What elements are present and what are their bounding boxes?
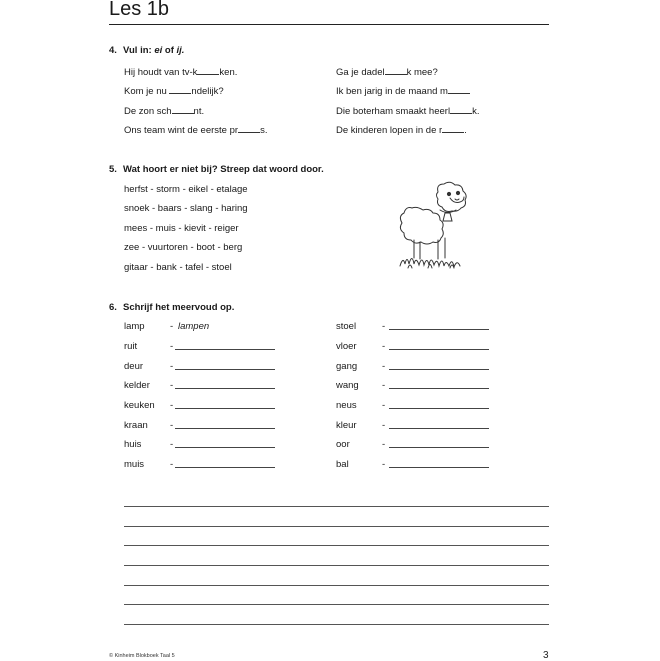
word-row[interactable]: mees - muis - kievit - reiger <box>124 223 239 234</box>
writing-line[interactable] <box>124 526 549 527</box>
word-row[interactable]: herfst - storm - eikel - etalage <box>124 184 248 195</box>
singular-word: kleur <box>336 420 357 431</box>
fill-blank[interactable] <box>197 66 219 75</box>
sheep-illustration <box>398 178 478 273</box>
answer-line[interactable] <box>175 349 275 350</box>
sentence-end: nt. <box>193 106 205 117</box>
sentence-start: Kom je nu <box>124 86 170 97</box>
fill-blank[interactable] <box>385 66 407 75</box>
answer-line[interactable] <box>389 388 489 389</box>
option-b: ij. <box>176 45 185 56</box>
singular-word: ruit <box>124 341 138 352</box>
singular-word: keuken <box>124 400 155 411</box>
sentence-end: ndelijk? <box>191 86 224 97</box>
question-6-heading <box>109 302 234 313</box>
sentence-end: k mee? <box>406 67 438 78</box>
fill-sentence <box>124 66 237 78</box>
question-number: 6. <box>109 302 117 313</box>
option-a: ei <box>154 45 163 56</box>
fill-blank[interactable] <box>442 124 464 133</box>
sentence-start: Die boterham smaakt heerl <box>336 106 451 117</box>
question-prefix: Vul in: <box>123 45 155 56</box>
sentence-start: De zon sch <box>124 106 172 117</box>
dash: - <box>382 400 386 411</box>
fill-blank[interactable] <box>450 105 472 114</box>
singular-word: deur <box>124 361 144 372</box>
answer-line[interactable] <box>175 369 275 370</box>
page-title: Les 1b <box>109 0 170 20</box>
singular-word: huis <box>124 439 142 450</box>
writing-line[interactable] <box>124 565 549 566</box>
singular-word: stoel <box>336 321 357 332</box>
sentence-end: k. <box>472 106 480 117</box>
singular-word: gang <box>336 361 358 372</box>
singular-word: oor <box>336 439 350 450</box>
dash: - <box>382 341 386 352</box>
answer-line[interactable] <box>389 447 489 448</box>
singular-word: muis <box>124 459 145 470</box>
sentence-end: s. <box>260 125 268 136</box>
singular-word: kraan <box>124 420 148 431</box>
answer-line[interactable] <box>175 467 275 468</box>
sentence-start: Hij houdt van tv-k <box>124 67 198 78</box>
sentence-start: Ik ben jarig in de maand m <box>336 86 448 97</box>
answer-line[interactable] <box>175 447 275 448</box>
dash: - <box>382 439 386 450</box>
dash: - <box>170 439 174 450</box>
fill-sentence <box>336 85 470 97</box>
dash: - <box>170 380 174 391</box>
writing-line[interactable] <box>124 545 549 546</box>
dash: - <box>170 341 174 352</box>
fill-blank[interactable] <box>238 124 260 133</box>
fill-sentence <box>336 124 467 136</box>
dash: - <box>170 321 174 332</box>
dash: - <box>382 321 386 332</box>
fill-blank[interactable] <box>448 85 470 94</box>
answer-line[interactable] <box>389 467 489 468</box>
fill-sentence <box>336 105 479 117</box>
sentence-start: Ons team wint de eerste pr <box>124 125 239 136</box>
dash: - <box>170 459 174 470</box>
dash: - <box>170 420 174 431</box>
question-4-heading <box>109 45 184 56</box>
writing-line[interactable] <box>124 506 549 507</box>
dash: - <box>170 361 174 372</box>
question-heading: Wat hoort er niet bij? Streep dat woord door. <box>123 164 324 175</box>
singular-word: bal <box>336 459 349 470</box>
sentence-start: Ga je dadel <box>336 67 385 78</box>
sentence-start: De kinderen lopen in de r <box>336 125 443 136</box>
writing-line[interactable] <box>124 585 549 586</box>
answer-line[interactable] <box>389 428 489 429</box>
question-number: 5. <box>109 164 117 175</box>
singular-word: kelder <box>124 380 150 391</box>
singular-word: vloer <box>336 341 357 352</box>
copyright-notice: © Kinheim Blokboek Taal 5 <box>109 653 175 659</box>
word-row[interactable]: zee - vuurtoren - boot - berg <box>124 242 243 253</box>
fill-sentence <box>124 105 204 117</box>
title-rule <box>109 24 549 25</box>
example-answer: lampen <box>178 321 210 332</box>
dash: - <box>382 380 386 391</box>
option-joiner: of <box>162 45 177 56</box>
fill-sentence <box>124 124 267 136</box>
singular-word: neus <box>336 400 357 411</box>
answer-line[interactable] <box>175 408 275 409</box>
answer-line[interactable] <box>175 388 275 389</box>
answer-line[interactable] <box>175 428 275 429</box>
sentence-end: ken. <box>219 67 238 78</box>
fill-sentence <box>124 85 224 97</box>
question-number: 4. <box>109 45 117 56</box>
page-number: 3 <box>543 650 549 661</box>
answer-line[interactable] <box>389 349 489 350</box>
answer-line[interactable] <box>389 369 489 370</box>
question-heading: Schrijf het meervoud op. <box>123 302 235 313</box>
answer-line[interactable] <box>389 329 489 330</box>
answer-line[interactable] <box>389 408 489 409</box>
dash: - <box>382 420 386 431</box>
dash: - <box>382 459 386 470</box>
writing-line[interactable] <box>124 604 549 605</box>
dash: - <box>170 400 174 411</box>
word-row[interactable]: gitaar - bank - tafel - stoel <box>124 262 232 273</box>
fill-sentence <box>336 66 438 78</box>
question-5-heading <box>109 164 324 175</box>
singular-word: wang <box>336 380 359 391</box>
fill-blank[interactable] <box>172 105 194 114</box>
singular-word: lamp <box>124 321 145 332</box>
fill-blank[interactable] <box>169 85 191 94</box>
sentence-end: . <box>464 125 467 136</box>
dash: - <box>382 361 386 372</box>
writing-line[interactable] <box>124 624 549 625</box>
word-row[interactable]: snoek - baars - slang - haring <box>124 203 248 214</box>
